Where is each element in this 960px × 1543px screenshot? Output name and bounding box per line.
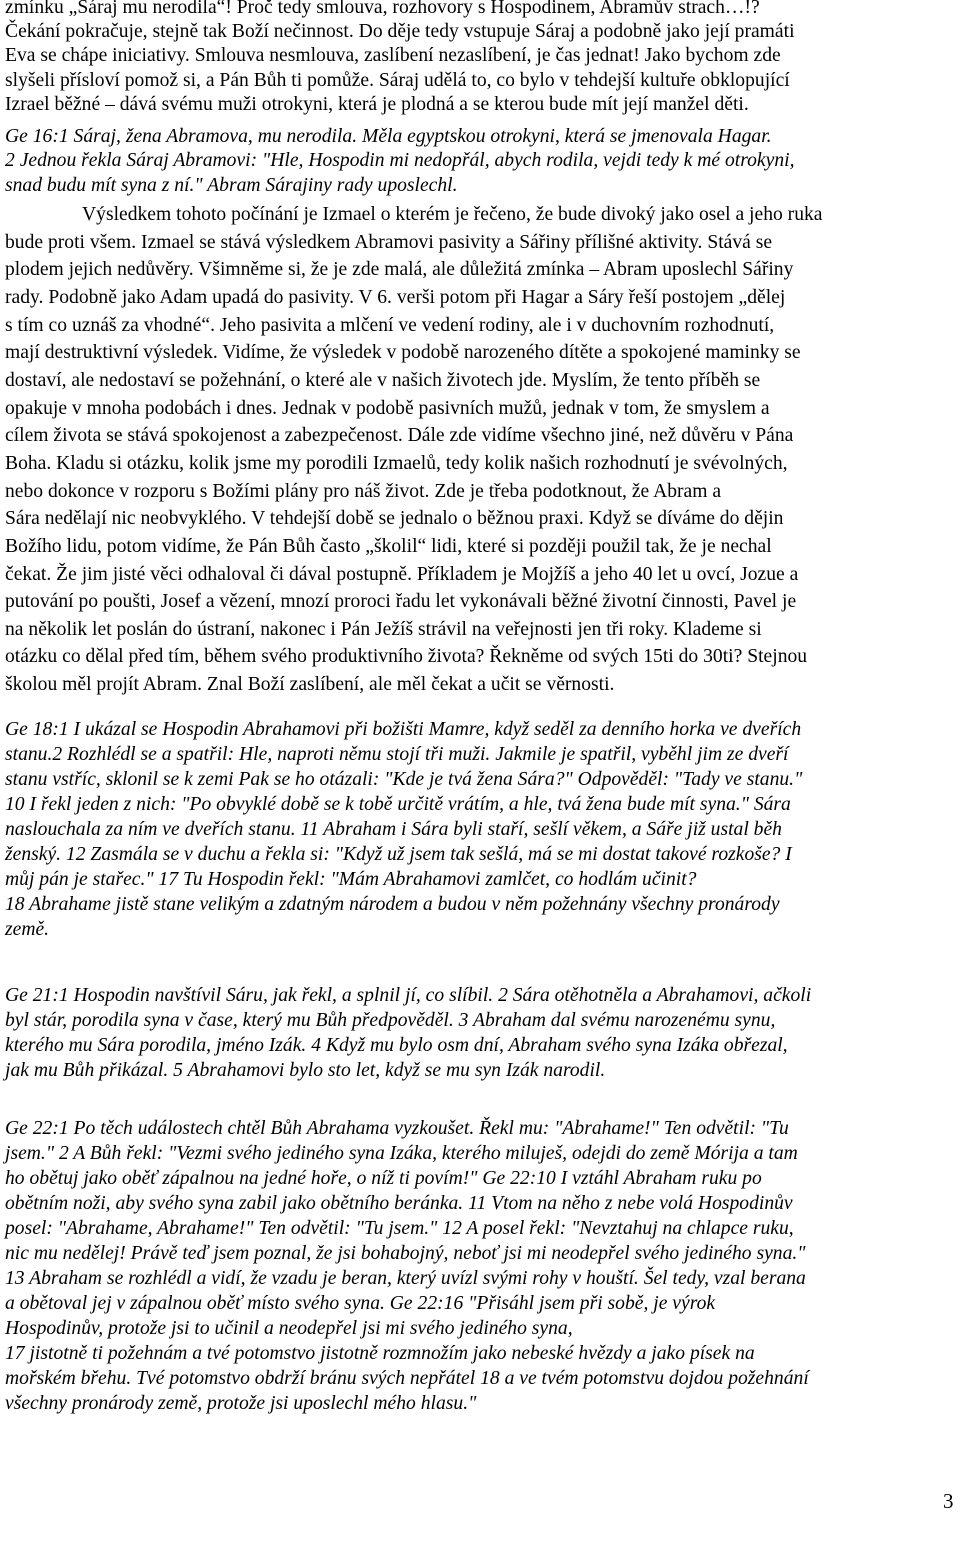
text-line: nebo dokonce v rozporu s Božími plány pro náš život. Zde je třeba podotknout, že Abram a (5, 481, 722, 502)
page-number: 3 (943, 1489, 954, 1513)
text-line: zmínku „Sáraj mu nerodila“! Proč tedy smlouva, rozhovory s Hospodinem, Abramův strach…!? (5, 0, 760, 18)
text-line: cílem života se stává spokojenost a zabezpečenost. Dále zde vidíme všechno jiné, než důvěru v Pána (5, 425, 794, 446)
text-line: Boha. Kladu si otázku, kolik jsme my porodili Izmaelů, tedy kolik našich rozhodnutí je svévolných, (5, 453, 788, 474)
quote-line: ho obětuj jako oběť zápalnou na jedné hoře, o níž ti povím!" Ge 22:10 I vztáhl Abraham ruku po (5, 1168, 762, 1189)
quote-line: stanu vstříc, sklonil se k zemi Pak se ho otázali: "Kde je tvá žena Sára?" Odpověděl: "Tady ve stanu." (5, 769, 803, 790)
quote-line: 13 Abraham se rozhlédl a vidí, že vzadu je beran, který uvízl svými rohy v houští. Šel tedy, vzal berana (5, 1268, 806, 1289)
text-line: otázku co dělal před tím, během svého produktivního života? Řekněme od svých 15ti do 30ti? Stejnou (5, 646, 808, 667)
quote-line: můj pán je stařec." 17 Tu Hospodin řekl: "Mám Abrahamovi zamlčet, co hodlám učinit? (5, 869, 697, 890)
text-line: slyšeli přísloví pomož si, a Pán Bůh ti pomůže. Sáraj udělá to, co bylo v tehdejší kultuře obklopující (5, 70, 790, 91)
quote-line: 18 Abrahame jistě stane velikým a zdatným národem a budou v něm požehnány všechny pronárody (5, 894, 780, 915)
quote-line: 2 Jednou řekla Sáraj Abramovi: "Hle, Hospodin mi nedopřál, abych rodila, vejdi tedy k mé otrokyni, (5, 150, 795, 171)
text-line: rady. Podobně jako Adam upadá do pasivity. V 6. verši potom při Hagar a Sáry řeší postojem „dělej (5, 287, 786, 308)
text-line: dostaví, ale nedostaví se požehnání, o které ale v našich životech jde. Myslím, že tento příběh se (5, 370, 761, 391)
quote-line: země. (5, 919, 50, 940)
quote-line: kterého mu Sára porodila, jméno Izák. 4 Když mu bylo osm dní, Abraham svého syna Izáka obřezal, (5, 1035, 788, 1056)
text-line: Izrael běžné – dává svému muži otrokyni, která je plodná a se kterou bude mít její manžel děti. (5, 94, 749, 115)
quote-line: Ge 22:1 Po těch událostech chtěl Bůh Abrahama vyzkoušet. Řekl mu: "Abrahame!" Ten odvětil: "Tu (5, 1118, 789, 1139)
text-line: školou měl projít Abram. Znal Boží zaslíbení, ale měl čekat a učit se věrnosti. (5, 674, 615, 695)
quote-line: Ge 21:1 Hospodin navštívil Sáru, jak řekl, a splnil jí, co slíbil. 2 Sára otěhotněla a Abrahamovi, ačkoli (5, 985, 812, 1006)
quote-line: Ge 18:1 I ukázal se Hospodin Abrahamovi při božišti Mamre, když seděl za denního horka ve dveřích (5, 719, 802, 740)
text-line: opakuje v mnoha podobách i dnes. Jednak v podobě pasivních mužů, jednak v tom, že smyslem a (5, 398, 770, 419)
quote-line: ženský. 12 Zasmála se v duchu a řekla si: "Když už jsem tak sešlá, má se mi dostat takové rozkoše? I (5, 844, 792, 865)
text-line: plodem jejich nedůvěry. Všimněme si, že je zde malá, ale důležitá zmínka – Abram uposlechl Sářiny (5, 259, 794, 280)
text-line: bude proti všem. Izmael se stává výsledkem Abramovi pasivity a Sářiny přílišné aktivity. Stává se (5, 232, 773, 253)
quote-line: a obětoval jej v zápalnou oběť místo svého syna. Ge 22:16 "Přisáhl jsem při sobě, je výrok (5, 1293, 716, 1314)
paragraph-first-line: Výsledkem tohoto počínání je Izmael o kterém je řečeno, že bude divoký jako osel a jeho ruka (82, 204, 823, 225)
text-line: mají destruktivní výsledek. Vidíme, že výsledek v podobě narozeného dítěte a spokojené maminky se (5, 342, 801, 363)
quote-line: posel: "Abrahame, Abrahame!" Ten odvětil: "Tu jsem." 12 A posel řekl: "Nevztahuj na chlapce ruku, (5, 1218, 794, 1239)
quote-line: naslouchala za ním ve dveřích stanu. 11 Abraham i Sára byli staří, sešlí věkem, a Sáře již ustal běh (5, 819, 782, 840)
quote-line: mořském břehu. Tvé potomstvo obdrží bránu svých nepřátel 18 a ve tvém potomstvu dojdou požehnání (5, 1368, 809, 1389)
quote-line: byl stár, porodila syna v čase, který mu Bůh předpověděl. 3 Abraham dal svému narozenému synu, (5, 1010, 776, 1031)
quote-line: jsem." 2 A Bůh řekl: "Vezmi svého jediného syna Izáka, kterého miluješ, odejdi do země Mórija a tam (5, 1143, 798, 1164)
text-line: Eva se chápe iniciativy. Smlouva nesmlouva, zaslíbení nezaslíbení, je čas jednat! Jako bychom zde (5, 45, 781, 66)
text-line: s tím co uznáš za vhodné“. Jeho pasivita a mlčení ve vedení rodiny, ale i v duchovním rozhodnutí, (5, 315, 775, 336)
text-line: na několik let poslán do ústraní, nakonec i Pán Ježíš strávil na veřejnosti jen tři roky. Klademe si (5, 619, 762, 640)
text-line: putování po poušti, Josef a vězení, mnozí proroci řadu let vykonávali běžné životní činnosti, Pavel je (5, 591, 797, 612)
quote-line: Hospodinův, protože jsi to učinil a neodepřel jsi mi svého jediného syna, (5, 1318, 573, 1339)
quote-line: nic mu nedělej! Právě teď jsem poznal, že jsi bohabojný, neboť jsi mi neodepřel svého jediného syna." (5, 1243, 806, 1264)
quote-line: jak mu Bůh přikázal. 5 Abrahamovi bylo sto let, když se mu syn Izák narodil. (5, 1060, 606, 1081)
quote-line: stanu.2 Rozhlédl se a spatřil: Hle, naproti němu stojí tři muži. Jakmile je spatřil, vyběhl jim ze dveří (5, 744, 789, 765)
quote-line: 10 I řekl jeden z nich: "Po obvyklé době se k tobě určitě vrátím, a hle, tvá žena bude mít syna." Sára (5, 794, 791, 815)
text-line: Čekání pokračuje, stejně tak Boží nečinnost. Do děje tedy vstupuje Sáraj a podobně jako její pramáti (5, 21, 795, 42)
text-line: čekat. Že jim jisté věci odhaloval či dával postupně. Příkladem je Mojžíš a jeho 40 let u ovcí, Jozue a (5, 564, 799, 585)
quote-line: Ge 16:1 Sáraj, žena Abramova, mu nerodila. Měla egyptskou otrokyni, která se jmenovala Hagar. (5, 126, 772, 147)
quote-line: 17 jistotně ti požehnám a tvé potomstvo jistotně rozmnožím jako nebeské hvězdy a jako písek na (5, 1343, 755, 1364)
quote-line: všechny pronárody země, protože jsi uposlechl mého hlasu." (5, 1393, 477, 1414)
text-line: Sára nedělají nic neobvyklého. V tehdejší době se jednalo o běžnou praxi. Když se díváme do dějin (5, 508, 784, 529)
quote-line: obětním noži, aby svého syna zabil jako obětního beránka. 11 Vtom na něho z nebe volá Hospodinův (5, 1193, 793, 1214)
text-line: Božího lidu, potom vidíme, že Pán Bůh často „školil“ lidi, které si později použil tak, že je nechal (5, 536, 772, 557)
quote-line: snad budu mít syna z ní." Abram Sárajiny rady uposlechl. (5, 175, 458, 196)
